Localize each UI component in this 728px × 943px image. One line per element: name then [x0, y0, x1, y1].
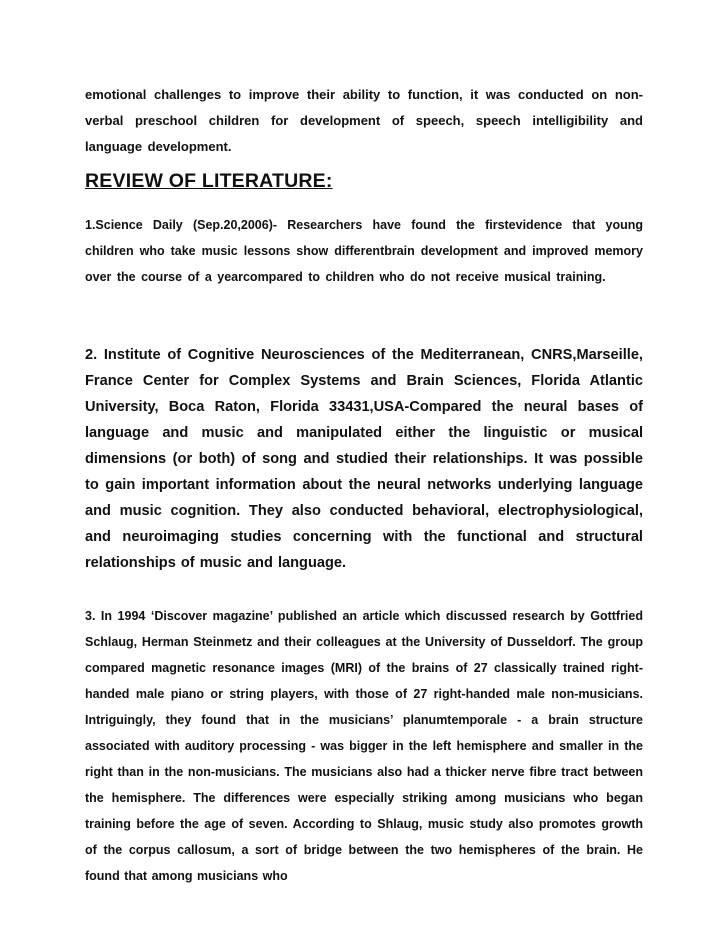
- literature-item-3: 3. In 1994 ‘Discover magazine’ published an article which discussed research by Gottfried Schlaug, Herman Steinmetz and their colleagues at the University of Dusseldorf. The group compared magnetic resonance images (MRI) of the brains of 27 classically trained right-handed male piano or string players, with those of 27 right-handed male non-musicians. Intriguingly, they found that in the musicians’ planumtemporale - a brain structure associated with auditory processing - was bigger in the left hemisphere and smaller in the right than in the non-musicians. The musicians also had a thicker nerve fibre tract between the hemisphere. The differences were especially striking among musicians who began training before the age of seven. According to Shlaug, music study also promotes growth of the corpus callosum, a sort of bridge between the two hemispheres of the brain. He found that among musicians who: [85, 609, 643, 883]
- section-heading: REVIEW OF LITERATURE:: [85, 170, 333, 192]
- intro-paragraph: emotional challenges to improve their ability to function, it was conducted on non-verbal preschool children for development of speech, speech intelligibility and language development.: [85, 87, 643, 154]
- literature-item-1: 1.Science Daily (Sep.20,2006)- Researchers have found the firstevidence that young children who take music lessons show differentbrain development and improved memory over the course of a yearcompared to children who do not receive musical training.: [85, 218, 643, 284]
- literature-item-2: 2. Institute of Cognitive Neurosciences of the Mediterranean, CNRS,Marseille, France Center for Complex Systems and Brain Sciences, Florida Atlantic University, Boca Raton, Florida 33431,USA-Compared the neural bases of language and music and manipulated either the linguistic or musical dimensions (or both) of song and studied their relationships. It was possible to gain important information about the neural networks underlying language and music cognition. They also conducted behavioral, electrophysiological, and neuroimaging studies concerning with the functional and structural relationships of music and language.: [85, 347, 643, 571]
